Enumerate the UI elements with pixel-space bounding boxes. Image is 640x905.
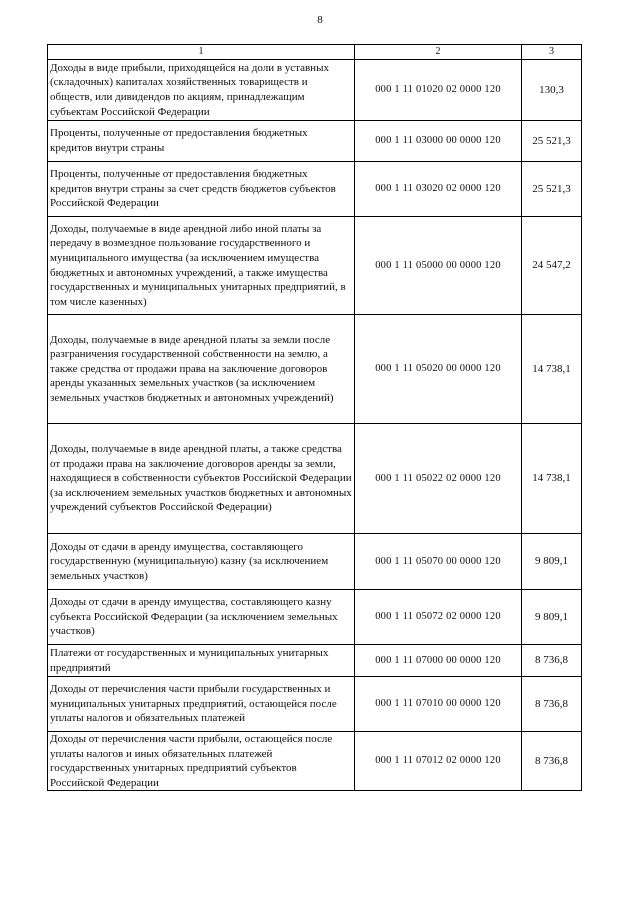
header-col-2: 2	[355, 45, 522, 60]
row-description: Доходы от перечисления части прибыли, остающейся после уплаты налогов и иных обязательных платежей государственных унитарных предприятий субъектов Российской Федерации	[48, 732, 355, 791]
header-col-1: 1	[48, 45, 355, 60]
row-budget-code: 000 1 11 05072 02 0000 120	[355, 590, 522, 645]
row-description: Платежи от государственных и муниципальных унитарных предприятий	[48, 645, 355, 677]
row-description: Доходы, получаемые в виде арендной либо иной платы за передачу в возмездное пользование государственного и муниципального имущества (за исключением имущества бюджетных и автономных учреждений, а также имущества государственных и муниципальных унитарных предприятий, в том числе казенных)	[48, 217, 355, 315]
row-amount: 130,3	[522, 60, 582, 121]
row-amount: 14 738,1	[522, 424, 582, 534]
row-amount: 25 521,3	[522, 121, 582, 162]
row-budget-code: 000 1 11 05020 00 0000 120	[355, 315, 522, 424]
revenue-table	[47, 44, 582, 791]
row-budget-code: 000 1 11 07000 00 0000 120	[355, 645, 522, 677]
table-row	[48, 677, 582, 732]
row-description: Проценты, полученные от предоставления бюджетных кредитов внутри страны	[48, 121, 355, 162]
row-description: Доходы от сдачи в аренду имущества, составляющего казну субъекта Российской Федерации (за исключением земельных участков)	[48, 590, 355, 645]
table-row	[48, 315, 582, 424]
table-row	[48, 732, 582, 791]
row-amount: 9 809,1	[522, 590, 582, 645]
table-row	[48, 534, 582, 590]
table-row	[48, 60, 582, 121]
row-description: Доходы, получаемые в виде арендной платы, а также средства от продажи права на заключение договоров аренды за земли, находящиеся в собственности субъектов Российской Федерации (за исключением земельных участков бюджетных и автономных учреждений субъектов Российской Федерации)	[48, 424, 355, 534]
row-budget-code: 000 1 11 05022 02 0000 120	[355, 424, 522, 534]
row-amount: 25 521,3	[522, 162, 582, 217]
table-row	[48, 645, 582, 677]
table-row	[48, 590, 582, 645]
row-amount: 8 736,8	[522, 645, 582, 677]
row-amount: 8 736,8	[522, 732, 582, 791]
table-row	[48, 162, 582, 217]
table-row	[48, 121, 582, 162]
table-row	[48, 424, 582, 534]
row-budget-code: 000 1 11 01020 02 0000 120	[355, 60, 522, 121]
row-description: Доходы от сдачи в аренду имущества, составляющего государственную (муниципальную) казну (за исключением земельных участков)	[48, 534, 355, 590]
row-amount: 14 738,1	[522, 315, 582, 424]
row-budget-code: 000 1 11 07012 02 0000 120	[355, 732, 522, 791]
row-description: Доходы, получаемые в виде арендной платы за земли после разграничения государственной собственности на землю, а также средства от продажи права на заключение договоров аренды указанных земельных участков (за исключением земельных участков бюджетных и автономных учреждений)	[48, 315, 355, 424]
header-col-3: 3	[522, 45, 582, 60]
row-description: Доходы от перечисления части прибыли государственных и муниципальных унитарных предприятий, остающейся после уплаты налогов и обязательных платежей	[48, 677, 355, 732]
row-budget-code: 000 1 11 07010 00 0000 120	[355, 677, 522, 732]
table-header-row	[48, 45, 582, 60]
row-amount: 9 809,1	[522, 534, 582, 590]
row-description: Проценты, полученные от предоставления бюджетных кредитов внутри страны за счет средств бюджетов субъектов Российской Федерации	[48, 162, 355, 217]
row-budget-code: 000 1 11 03000 00 0000 120	[355, 121, 522, 162]
row-budget-code: 000 1 11 05000 00 0000 120	[355, 217, 522, 315]
row-amount: 24 547,2	[522, 217, 582, 315]
row-description: Доходы в виде прибыли, приходящейся на доли в уставных (складочных) капиталах хозяйственных товариществ и обществ, или дивидендов по акциям, принадлежащим субъектам Российской Федерации	[48, 60, 355, 121]
row-budget-code: 000 1 11 05070 00 0000 120	[355, 534, 522, 590]
row-budget-code: 000 1 11 03020 02 0000 120	[355, 162, 522, 217]
row-amount: 8 736,8	[522, 677, 582, 732]
page-number: 8	[317, 14, 323, 26]
table-row	[48, 217, 582, 315]
